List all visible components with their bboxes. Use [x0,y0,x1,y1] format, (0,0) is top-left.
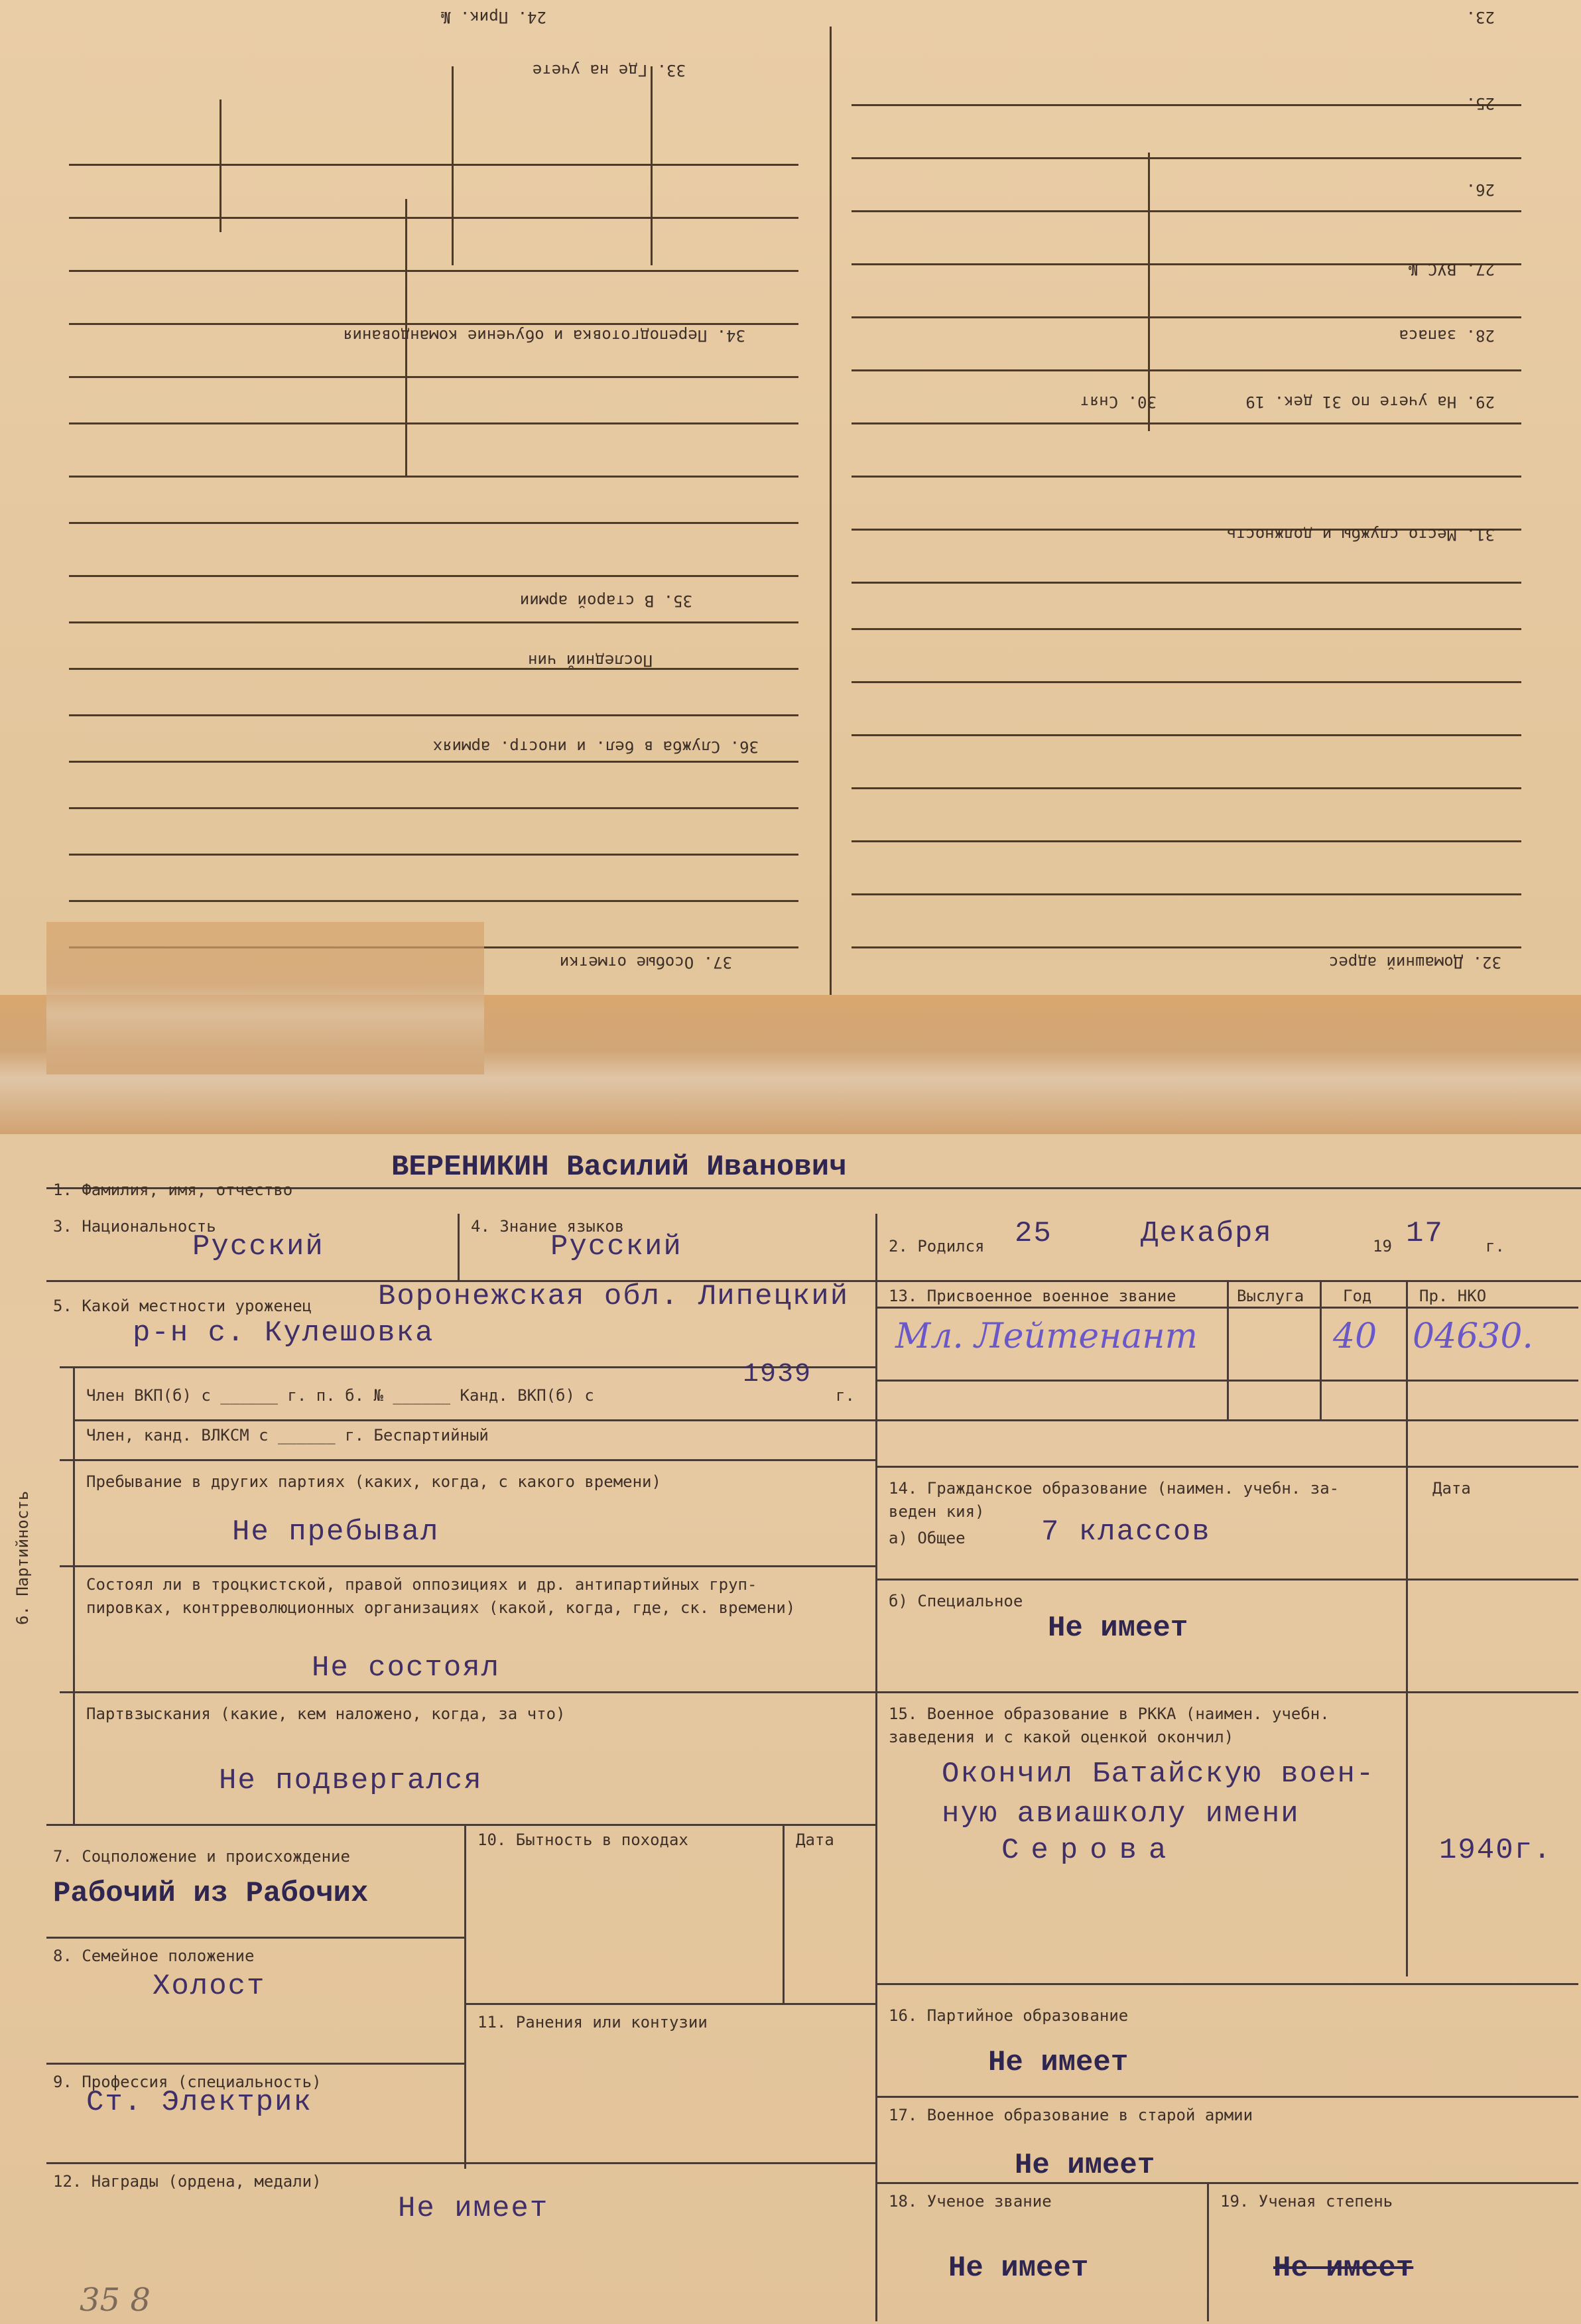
civil-edu-date-col: Дата [1432,1479,1471,1498]
inv-label-special-notes: 37. Особые отметки [559,953,732,972]
inv-label-25: 25. [1466,94,1495,113]
rank-order: 04630. [1413,1317,1533,1356]
inv-label-vus: 27. ВУС № [1408,260,1495,279]
full-name: ВЕРЕНИКИН Василий Иванович [391,1151,847,1184]
inv-label-where-registered: 33. Где на учете [532,61,686,80]
surname-label: 1. Фамилия, имя, отчество [53,1181,293,1199]
rank-col-year: Год [1343,1287,1372,1305]
mil-edu-line-3: Серова [1001,1834,1178,1867]
born-month: Декабря [1141,1217,1273,1250]
other-parties-label: Пребывание в других партиях (каких, когда, с какого времени) [86,1472,661,1491]
academic-title-value: Не имеет [948,2252,1089,2285]
campaigns-date-col: Дата [796,1831,834,1849]
mil-edu-line-1: Окончил Батайскую воен- [942,1758,1375,1791]
other-parties-value: Не пребывал [232,1516,440,1549]
nationality-label: 3. Национальность [53,1217,216,1236]
opposition-value: Не состоял [312,1651,501,1685]
candidate-suffix: г. [836,1386,855,1405]
special-edu-value: Не имеет [1048,1612,1188,1645]
academic-title-label: 18. Ученое звание [889,2192,1052,2211]
born-suffix: г. [1486,1237,1505,1256]
party-side-label: 6. Партийность [13,1490,32,1625]
old-army-edu-value: Не имеет [1015,2149,1155,2182]
general-edu-value: 7 классов [1041,1516,1211,1549]
birthplace-line1: Воронежская обл. Липецкий [378,1280,850,1313]
profession-label: 9. Профессия (специальность) [53,2073,322,2091]
inv-label-registered-until: 29. На учете по 31 дек. 19 [1245,393,1495,411]
old-army-edu-label: 17. Военное образование в старой армии [889,2106,1253,2124]
mil-edu-line-2: ную авиашколу имени [942,1797,1300,1831]
penalties-label: Партвзыскания (какие, кем наложено, когда, за что) [86,1705,566,1723]
born-label: 2. Родился [889,1237,985,1256]
awards-value: Не имеет [398,2192,549,2225]
birthplace-line2: р-н с. Кулешовка [133,1317,434,1350]
born-year-prefix: 19 [1373,1237,1392,1256]
born-day: 25 [1015,1217,1052,1250]
awards-label: 12. Награды (ордена, медали) [53,2172,322,2191]
social-value: Рабочий из Рабочих [53,1877,369,1910]
candidate-year: 1939 [743,1360,812,1389]
languages-label: 4. Знание языков [471,1217,625,1236]
inv-label-last-rank: Последний чин [528,651,653,670]
party-edu-label: 16. Партийное образование [889,2006,1129,2025]
languages-value: Русский [550,1230,682,1263]
civil-edu-label-2: веден кия) [889,1502,985,1521]
rank-label: 13. Присвоенное военное звание [889,1287,1176,1305]
family-value: Холост [153,1970,266,2003]
general-edu-label: а) Общее [889,1529,966,1547]
rank-value: Мл. Лейтенант [895,1317,1198,1356]
inv-label-removed: 30. Снят [1080,393,1157,411]
rank-year: 40 [1333,1317,1377,1356]
inv-label-old-army: 35. В старой армии [519,592,692,610]
adhesive-tape-patch [46,922,484,1074]
born-year: 17 [1406,1217,1444,1250]
inv-label-retraining: 34. Переподготовка и обучение командования [343,326,745,345]
inv-label-23: 23. [1466,8,1495,27]
opposition-label-2: пировках, контрреволюционных организациях (какой, когда, где, ск. времени) [86,1598,796,1617]
corner-pencil-note: 35 8 [80,2282,151,2319]
campaigns-label: 10. Бытность в походах [477,1831,688,1849]
mil-edu-label-1: 15. Военное образование в РККА (наимен. учебн. [889,1705,1330,1723]
social-label: 7. Соцположение и происхождение [53,1847,350,1866]
inv-label-order: 24. Прик. № [441,8,546,27]
academic-degree-label: 19. Ученая степень [1220,2192,1393,2211]
inv-label-reserve: 28. запаса [1399,326,1495,345]
birthplace-label: 5. Какой местности уроженец [53,1297,312,1315]
penalties-value: Не подвергался [219,1764,483,1797]
inverted-form-section [0,0,1581,995]
party-member-line: Член ВКП(б) с ______ г. п. б. № ______ Канд. ВКП(б) с [86,1386,594,1405]
mil-edu-year: 1940г. [1439,1834,1552,1867]
rank-col-order: Пр. НКО [1419,1287,1487,1305]
inv-label-workplace: 31. Место службы и должность [1226,525,1495,544]
rank-col-service: Выслуга [1237,1287,1304,1305]
inv-label-home-address: 32. Домашний адрес [1328,953,1501,972]
nationality-value: Русский [192,1230,324,1263]
opposition-label-1: Состоял ли в троцкистской, правой оппозициях и др. антипартийных груп- [86,1575,757,1594]
profession-value: Ст. Электрик [86,2086,312,2119]
vlksm-line: Член, канд. ВЛКСМ с ______ г. Беспартийный [86,1426,489,1445]
academic-degree-value: Не имеет [1273,2252,1414,2285]
special-edu-label: б) Специальное [889,1592,1023,1610]
wounds-label: 11. Ранения или контузии [477,2013,708,2032]
inv-label-26: 26. [1466,180,1495,199]
party-edu-value: Не имеет [988,2046,1129,2079]
mil-edu-label-2: заведения и с какой оценкой окончил) [889,1728,1234,1746]
civil-edu-label: 14. Гражданское образование (наимен. учебн. за- [889,1479,1340,1498]
family-label: 8. Семейное положение [53,1947,255,1965]
inv-label-foreign-service: 36. Служба в бел. и иностр. армиях [432,738,759,756]
